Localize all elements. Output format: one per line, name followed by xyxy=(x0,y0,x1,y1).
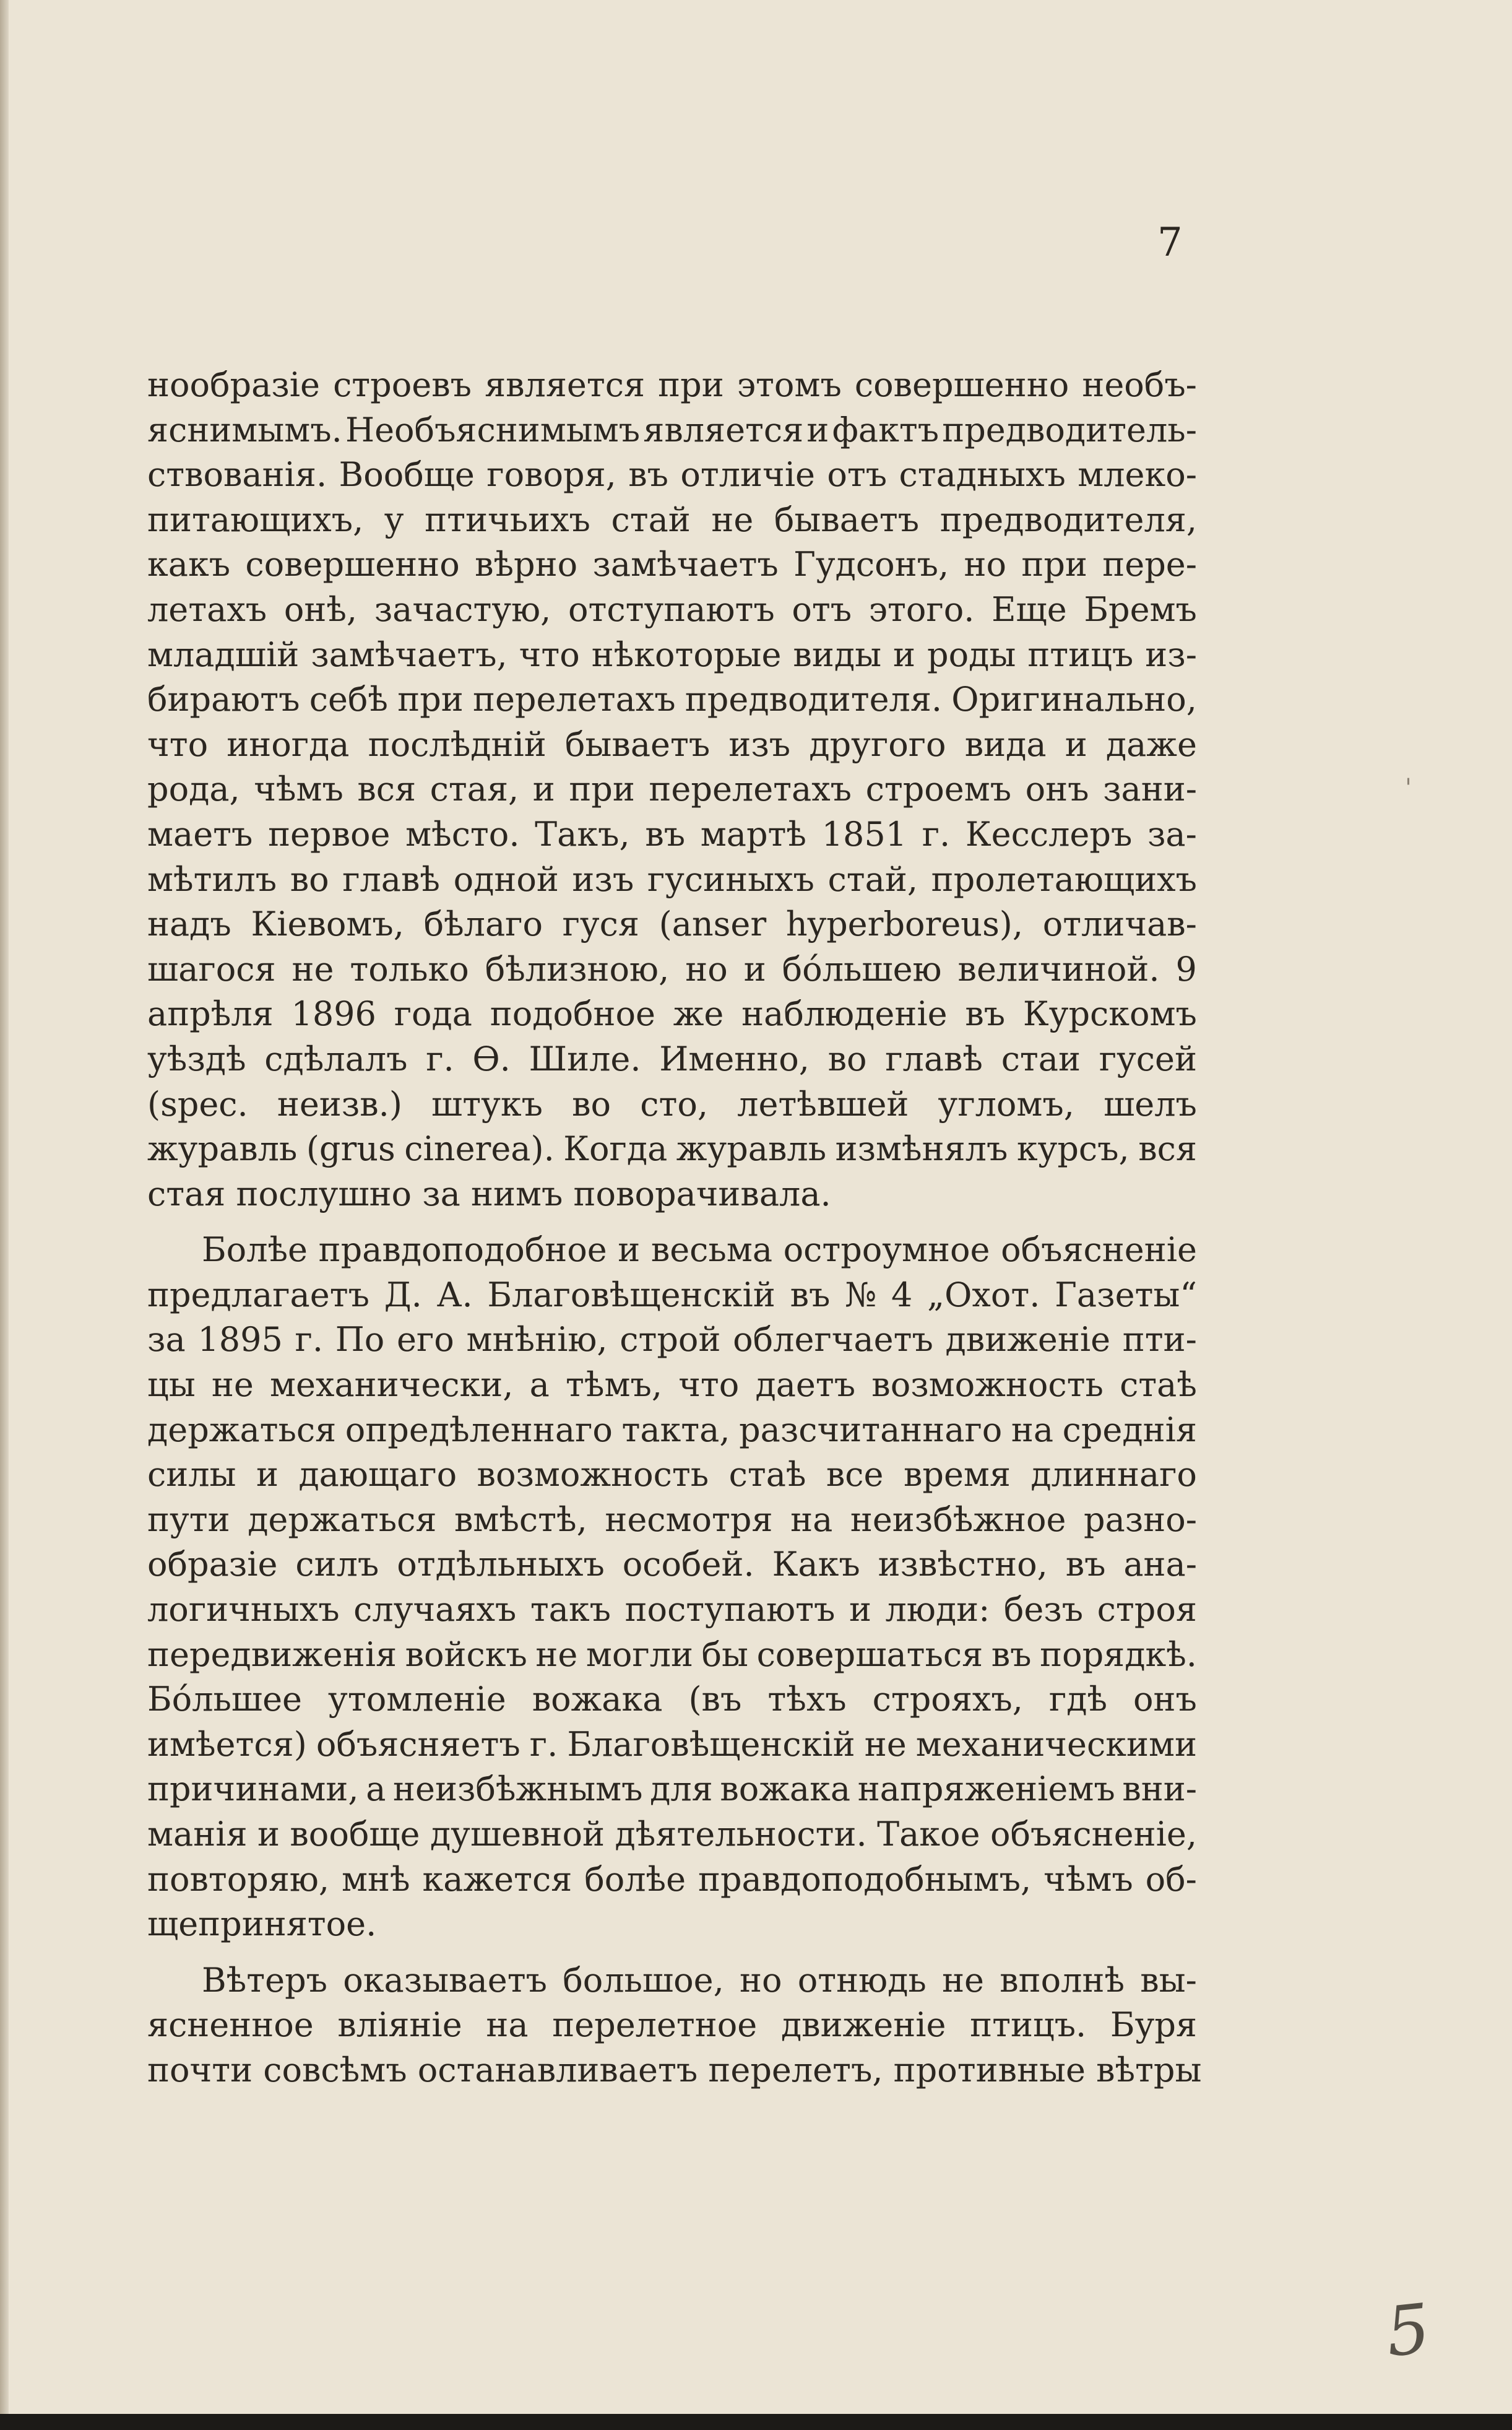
paragraph-gap xyxy=(147,1947,1197,1958)
text-line: нообразіе строевъ является при этомъ совершенно необъ- xyxy=(147,365,1197,404)
text-line: что иногда послѣдній бываетъ изъ другого вида и даже xyxy=(147,724,1197,764)
text-line: питающихъ, у птичьихъ стай не бываетъ предводителя, xyxy=(147,500,1197,539)
text-line: бираютъ себѣ при перелетахъ предводителя. Оригинально, xyxy=(147,680,1197,719)
paragraph-2 xyxy=(147,1228,1197,1947)
text-line: надъ Кіевомъ, бѣлаго гуся (anser hyperboreus), отличав- xyxy=(147,905,1197,944)
text-line: уѣздѣ сдѣлалъ г. Ѳ. Шиле. Именно, во главѣ стаи гусей xyxy=(147,1039,1197,1078)
text-line: журавль (grus cinerea). Когда журавль измѣнялъ курсъ, вся xyxy=(147,1129,1197,1169)
text-line: ясненное вліяніе на перелетное движеніе птицъ. Буря xyxy=(147,2005,1197,2045)
text-line: повторяю, мнѣ кажется болѣе правдоподобнымъ, чѣмъ об- xyxy=(147,1859,1197,1899)
text-line: держаться опредѣленнаго такта, разсчитаннаго на среднія xyxy=(147,1410,1197,1449)
scan-border xyxy=(0,2414,1512,2430)
page-binding-edge xyxy=(0,0,9,2430)
text-line: за 1895 г. По его мнѣнію, строй облегчаетъ движеніе пти- xyxy=(147,1320,1197,1360)
text-line: щепринятое. xyxy=(147,1904,377,1944)
text-line: Болѣе правдоподобное и весьма остроумное объясненіе xyxy=(202,1230,1197,1270)
text-line: мѣтилъ во главѣ одной изъ гусиныхъ стай, пролетающихъ xyxy=(147,859,1197,899)
text-line: яснимымъ. Необъяснимымъ является и фактъ предводитель- xyxy=(147,410,1197,449)
text-line: цы не механически, а тѣмъ, что даетъ возможность стаѣ xyxy=(147,1365,1197,1405)
text-line: рода, чѣмъ вся стая, и при перелетахъ строемъ онъ зани- xyxy=(147,770,1197,809)
text-line: Вѣтеръ оказываетъ большое, но отнюдь не вполнѣ вы- xyxy=(202,1960,1197,2000)
text-line: ствованія. Вообще говоря, въ отличіе отъ стадныхъ млеко- xyxy=(147,455,1197,495)
page-number: 7 xyxy=(1157,220,1183,266)
text-line: летахъ онѣ, зачастую, отступаютъ отъ этого. Еще Бремъ xyxy=(147,589,1197,629)
text-line: силы и дающаго возможность стаѣ все время длиннаго xyxy=(147,1455,1197,1495)
text-line: почти совсѣмъ останавливаетъ перелетъ, противные вѣтры xyxy=(147,2050,1202,2089)
text-line: Бо́льшее утомленіе вожака (въ тѣхъ строяхъ, гдѣ онъ xyxy=(147,1680,1197,1719)
text-line: шагося не только бѣлизною, но и бо́льшею величиной. 9 xyxy=(147,949,1197,989)
paragraph-gap xyxy=(147,1217,1197,1228)
text-line: причинами, а неизбѣжнымъ для вожака напряженіемъ вни- xyxy=(147,1769,1197,1809)
margin-mark: ' xyxy=(1405,774,1412,802)
handwritten-page-mark: 5 xyxy=(1382,2288,1434,2372)
paragraph-3 xyxy=(147,1958,1202,2093)
text-line: образіе силъ отдѣльныхъ особей. Какъ извѣстно, въ ана- xyxy=(147,1545,1197,1584)
text-line: младшій замѣчаетъ, что нѣкоторые виды и роды птицъ из- xyxy=(147,635,1197,674)
body-text xyxy=(147,363,1202,2093)
text-line: апрѣля 1896 года подобное же наблюденіе въ Курскомъ xyxy=(147,994,1197,1034)
text-line: (spec. неизв.) штукъ во сто, летѣвшей угломъ, шелъ xyxy=(147,1084,1197,1124)
text-line: маетъ первое мѣсто. Такъ, въ мартѣ 1851 г. Кесслеръ за- xyxy=(147,814,1197,854)
text-line: передвиженія войскъ не могли бы совершаться въ порядкѣ. xyxy=(147,1634,1197,1674)
text-line: предлагаетъ Д. А. Благовѣщенскій въ № 4 „Охот. Газеты“ xyxy=(147,1275,1197,1314)
text-line: пути держаться вмѣстѣ, несмотря на неизбѣжное разно- xyxy=(147,1499,1197,1539)
text-line: имѣется) объясняетъ г. Благовѣщенскій не механическими xyxy=(147,1724,1197,1764)
text-line: стая послушно за нимъ поворачивала. xyxy=(147,1174,831,1213)
text-line: манія и вообще душевной дѣятельности. Такое объясненіе, xyxy=(147,1815,1197,1854)
text-line: какъ совершенно вѣрно замѣчаетъ Гудсонъ, но при пере- xyxy=(147,545,1197,584)
paragraph-1 xyxy=(147,363,1197,1217)
text-line: логичныхъ случаяхъ такъ поступаютъ и люди: безъ строя xyxy=(147,1590,1197,1629)
